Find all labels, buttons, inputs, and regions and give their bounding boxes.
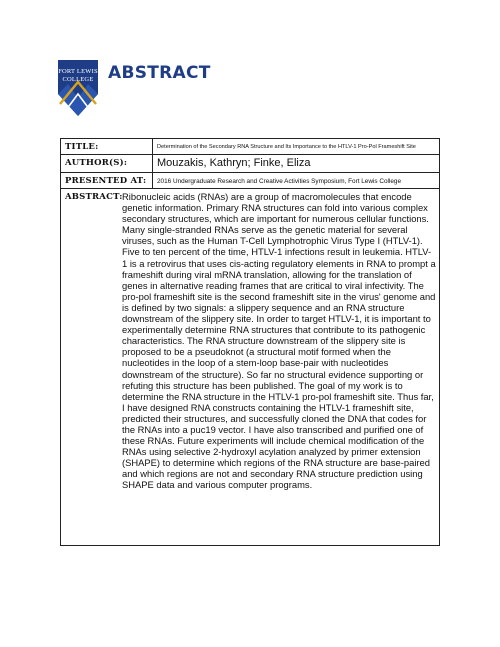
abstract-label: ABSTRACT: bbox=[65, 192, 123, 202]
author-value: Mouzakis, Kathryn; Finke, Eliza bbox=[157, 157, 311, 169]
presented-label: PRESENTED AT: bbox=[61, 173, 153, 188]
logo-line-1: FORT LEWIS bbox=[58, 68, 98, 75]
title-value: Determination of the Secondary RNA Structure and Its Importance to the HTLV-1 Pro-Pol Frameshift Site bbox=[157, 144, 416, 150]
title-label: TITLE: bbox=[61, 139, 153, 154]
presented-row bbox=[61, 173, 439, 189]
author-label: AUTHOR(S): bbox=[61, 155, 153, 172]
logo-line-2: COLLEGE bbox=[62, 76, 94, 83]
abstract-body: Ribonucleic acids (RNAs) are a group of macromolecules that encode genetic information. Primary RNA structures can fold into various complex secondary structures, which are important for numerous cellular functions. Many single-stranded RNAs serve as the genetic material for several viruses, such as the Human T-Cell Lymphotrophic Virus Type I (HTLV-1). Five to ten percent of the time, HTLV-1 infections result in leukemia. HTLV-1 is a retrovirus that uses cis-acting regulatory elements in RNA to prompt a frameshift during viral mRNA translation, allowing for the translation of genes in alternative reading frames that are critical to viral infectivity. The pro-pol frameshift site is the second frameshift site in the virus' genome and is defined by two signals: a slippery sequence and an RNA structure downstream of the slippery site. In order to target HTLV-1, it is important to experimentally determine RNA structures that contribute to its pathogenic characteristics. The RNA structure downstream of the slippery site is proposed to be a pseudoknot (a structural motif formed when the nucleotides in the loop of a stem-loop base-pair with nucleotides downstream of the structure). So far no structural evidence supporting or refuting this structure has been published. The goal of my work is to determine the RNA structure in the HTLV-1 pro-pol frameshift site. Thus far, I have designed RNA constructs containing the HTLV-1 frameshift site, predicted their structures, and successfully cloned the DNA that codes for the RNAs into a puc19 vector. I have also transcribed and purified one of these RNAs. Future experiments will include chemical modification of the RNAs using selective 2-hydroxyl acylation analyzed by primer extension (SHAPE) to determine which regions of the RNA structure are base-paired and which regions are not and secondary RNA structure prediction using SHAPE data and various computer programs. bbox=[122, 191, 436, 491]
college-logo bbox=[58, 60, 98, 116]
page-heading: ABSTRACT bbox=[108, 63, 211, 83]
title-row bbox=[61, 139, 439, 155]
abstract-form-table bbox=[60, 138, 440, 546]
presented-value: 2016 Undergraduate Research and Creative Activities Symposium, Fort Lewis College bbox=[157, 178, 402, 185]
author-row bbox=[61, 155, 439, 173]
